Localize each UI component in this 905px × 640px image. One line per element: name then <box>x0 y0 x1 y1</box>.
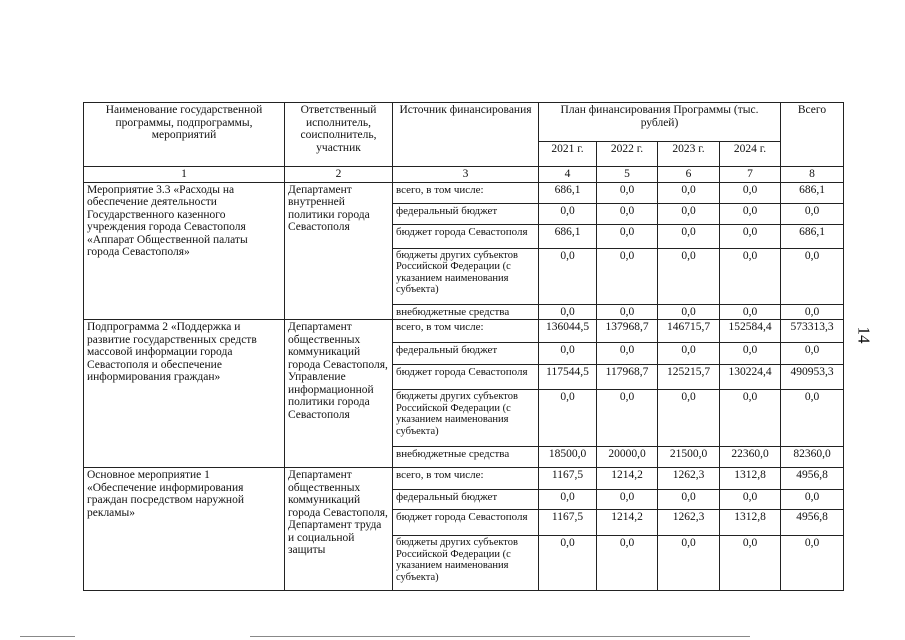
column-number: 1 <box>84 167 285 183</box>
table-row <box>84 468 844 490</box>
year-value-cell: 0,0 <box>720 536 781 591</box>
year-value-cell: 1214,2 <box>597 510 658 536</box>
year-value-cell: 0,0 <box>658 203 720 224</box>
year-value-cell: 0,0 <box>658 304 720 320</box>
funding-source-cell: бюджет города Севастополя <box>393 224 539 248</box>
total-value-cell: 686,1 <box>781 182 844 203</box>
funding-source-cell: федеральный бюджет <box>393 343 539 365</box>
column-number: 4 <box>539 167 597 183</box>
year-value-cell: 0,0 <box>539 203 597 224</box>
year-value-cell: 0,0 <box>720 490 781 510</box>
year-value-cell: 1167,5 <box>539 468 597 490</box>
executor-cell: Департамент общественных коммуникаций города Севастополя, Управление информационной политики города Севастополя <box>285 320 393 468</box>
total-value-cell: 82360,0 <box>781 447 844 468</box>
funding-source-cell: бюджеты других субъектов Российской Федерации (с указанием наименования субъекта) <box>393 536 539 591</box>
funding-source-cell: бюджеты других субъектов Российской Федерации (с указанием наименования субъекта) <box>393 248 539 304</box>
header-row-top <box>84 103 844 142</box>
year-value-cell: 0,0 <box>539 304 597 320</box>
program-name-cell: Подпрограмма 2 «Поддержка и развитие государственных средств массовой информации города Севастополя и обеспечение информирования граждан» <box>84 320 285 468</box>
scan-artifact-line <box>250 636 750 637</box>
total-value-cell: 0,0 <box>781 248 844 304</box>
year-value-cell: 1312,8 <box>720 510 781 536</box>
year-value-cell: 1214,2 <box>597 468 658 490</box>
year-value-cell: 22360,0 <box>720 447 781 468</box>
year-value-cell: 0,0 <box>597 536 658 591</box>
year-value-cell: 130224,4 <box>720 365 781 390</box>
year-value-cell: 0,0 <box>658 490 720 510</box>
total-value-cell: 0,0 <box>781 390 844 447</box>
year-value-cell: 0,0 <box>658 248 720 304</box>
scan-artifact-line <box>20 636 75 637</box>
column-numbers-row <box>84 167 844 183</box>
year-value-cell: 0,0 <box>720 390 781 447</box>
year-value-cell: 1262,3 <box>658 510 720 536</box>
year-value-cell: 0,0 <box>720 224 781 248</box>
year-value-cell: 0,0 <box>597 304 658 320</box>
funding-source-cell: федеральный бюджет <box>393 203 539 224</box>
year-value-cell: 0,0 <box>720 182 781 203</box>
column-number: 5 <box>597 167 658 183</box>
total-value-cell: 0,0 <box>781 343 844 365</box>
year-value-cell: 0,0 <box>539 536 597 591</box>
column-number: 7 <box>720 167 781 183</box>
header-total: Всего <box>781 103 844 167</box>
year-value-cell: 0,0 <box>720 304 781 320</box>
header-plan: План финансирования Программы (тыс. рублей) <box>539 103 781 142</box>
executor-cell: Департамент внутренней политики города Севастополя <box>285 182 393 320</box>
total-value-cell: 4956,8 <box>781 510 844 536</box>
year-value-cell: 137968,7 <box>597 320 658 343</box>
year-value-cell: 686,1 <box>539 182 597 203</box>
year-value-cell: 136044,5 <box>539 320 597 343</box>
total-value-cell: 490953,3 <box>781 365 844 390</box>
year-value-cell: 0,0 <box>658 343 720 365</box>
total-value-cell: 0,0 <box>781 304 844 320</box>
column-number: 8 <box>781 167 844 183</box>
total-value-cell: 0,0 <box>781 203 844 224</box>
year-value-cell: 0,0 <box>658 536 720 591</box>
year-value-cell: 18500,0 <box>539 447 597 468</box>
column-number: 2 <box>285 167 393 183</box>
total-value-cell: 0,0 <box>781 490 844 510</box>
header-year: 2021 г. <box>539 142 597 167</box>
year-value-cell: 0,0 <box>658 390 720 447</box>
year-value-cell: 0,0 <box>597 248 658 304</box>
financing-table <box>83 102 844 591</box>
total-value-cell: 686,1 <box>781 224 844 248</box>
table-row <box>84 320 844 343</box>
year-value-cell: 0,0 <box>539 490 597 510</box>
funding-source-cell: всего, в том числе: <box>393 320 539 343</box>
column-number: 3 <box>393 167 539 183</box>
year-value-cell: 0,0 <box>597 182 658 203</box>
year-value-cell: 0,0 <box>597 390 658 447</box>
funding-source-cell: внебюджетные средства <box>393 304 539 320</box>
funding-source-cell: федеральный бюджет <box>393 490 539 510</box>
year-value-cell: 1167,5 <box>539 510 597 536</box>
year-value-cell: 0,0 <box>597 490 658 510</box>
year-value-cell: 152584,4 <box>720 320 781 343</box>
year-value-cell: 125215,7 <box>658 365 720 390</box>
header-year: 2023 г. <box>658 142 720 167</box>
funding-source-cell: бюджеты других субъектов Российской Федерации (с указанием наименования субъекта) <box>393 390 539 447</box>
header-year: 2022 г. <box>597 142 658 167</box>
year-value-cell: 0,0 <box>720 203 781 224</box>
year-value-cell: 117544,5 <box>539 365 597 390</box>
year-value-cell: 1312,8 <box>720 468 781 490</box>
funding-source-cell: всего, в том числе: <box>393 468 539 490</box>
year-value-cell: 0,0 <box>658 182 720 203</box>
program-name-cell: Мероприятие 3.3 «Расходы на обеспечение деятельности Государственного казенного учреждения города Севастополя «Аппарат Общественной палаты города Севастополя» <box>84 182 285 320</box>
year-value-cell: 21500,0 <box>658 447 720 468</box>
year-value-cell: 0,0 <box>539 343 597 365</box>
total-value-cell: 573313,3 <box>781 320 844 343</box>
year-value-cell: 0,0 <box>720 248 781 304</box>
header-year: 2024 г. <box>720 142 781 167</box>
funding-source-cell: внебюджетные средства <box>393 447 539 468</box>
year-value-cell: 0,0 <box>720 343 781 365</box>
year-value-cell: 0,0 <box>597 224 658 248</box>
header-name: Наименование государственной программы, подпрограммы, мероприятий <box>84 103 285 167</box>
year-value-cell: 117968,7 <box>597 365 658 390</box>
total-value-cell: 0,0 <box>781 536 844 591</box>
table-row <box>84 182 844 203</box>
year-value-cell: 686,1 <box>539 224 597 248</box>
funding-source-cell: бюджет города Севастополя <box>393 365 539 390</box>
year-value-cell: 1262,3 <box>658 468 720 490</box>
executor-cell: Департамент общественных коммуникаций города Севастополя, Департамент труда и социальной защиты <box>285 468 393 591</box>
program-name-cell: Основное мероприятие 1 «Обеспечение информирования граждан посредством наружной рекламы» <box>84 468 285 591</box>
total-value-cell: 4956,8 <box>781 468 844 490</box>
header-executor: Ответственный исполнитель, соисполнитель, участник <box>285 103 393 167</box>
funding-source-cell: всего, в том числе: <box>393 182 539 203</box>
header-source: Источник финансирования <box>393 103 539 167</box>
column-number: 6 <box>658 167 720 183</box>
year-value-cell: 0,0 <box>597 343 658 365</box>
year-value-cell: 146715,7 <box>658 320 720 343</box>
page-number: 14 <box>854 326 874 344</box>
year-value-cell: 0,0 <box>539 390 597 447</box>
year-value-cell: 20000,0 <box>597 447 658 468</box>
year-value-cell: 0,0 <box>658 224 720 248</box>
year-value-cell: 0,0 <box>539 248 597 304</box>
funding-source-cell: бюджет города Севастополя <box>393 510 539 536</box>
year-value-cell: 0,0 <box>597 203 658 224</box>
